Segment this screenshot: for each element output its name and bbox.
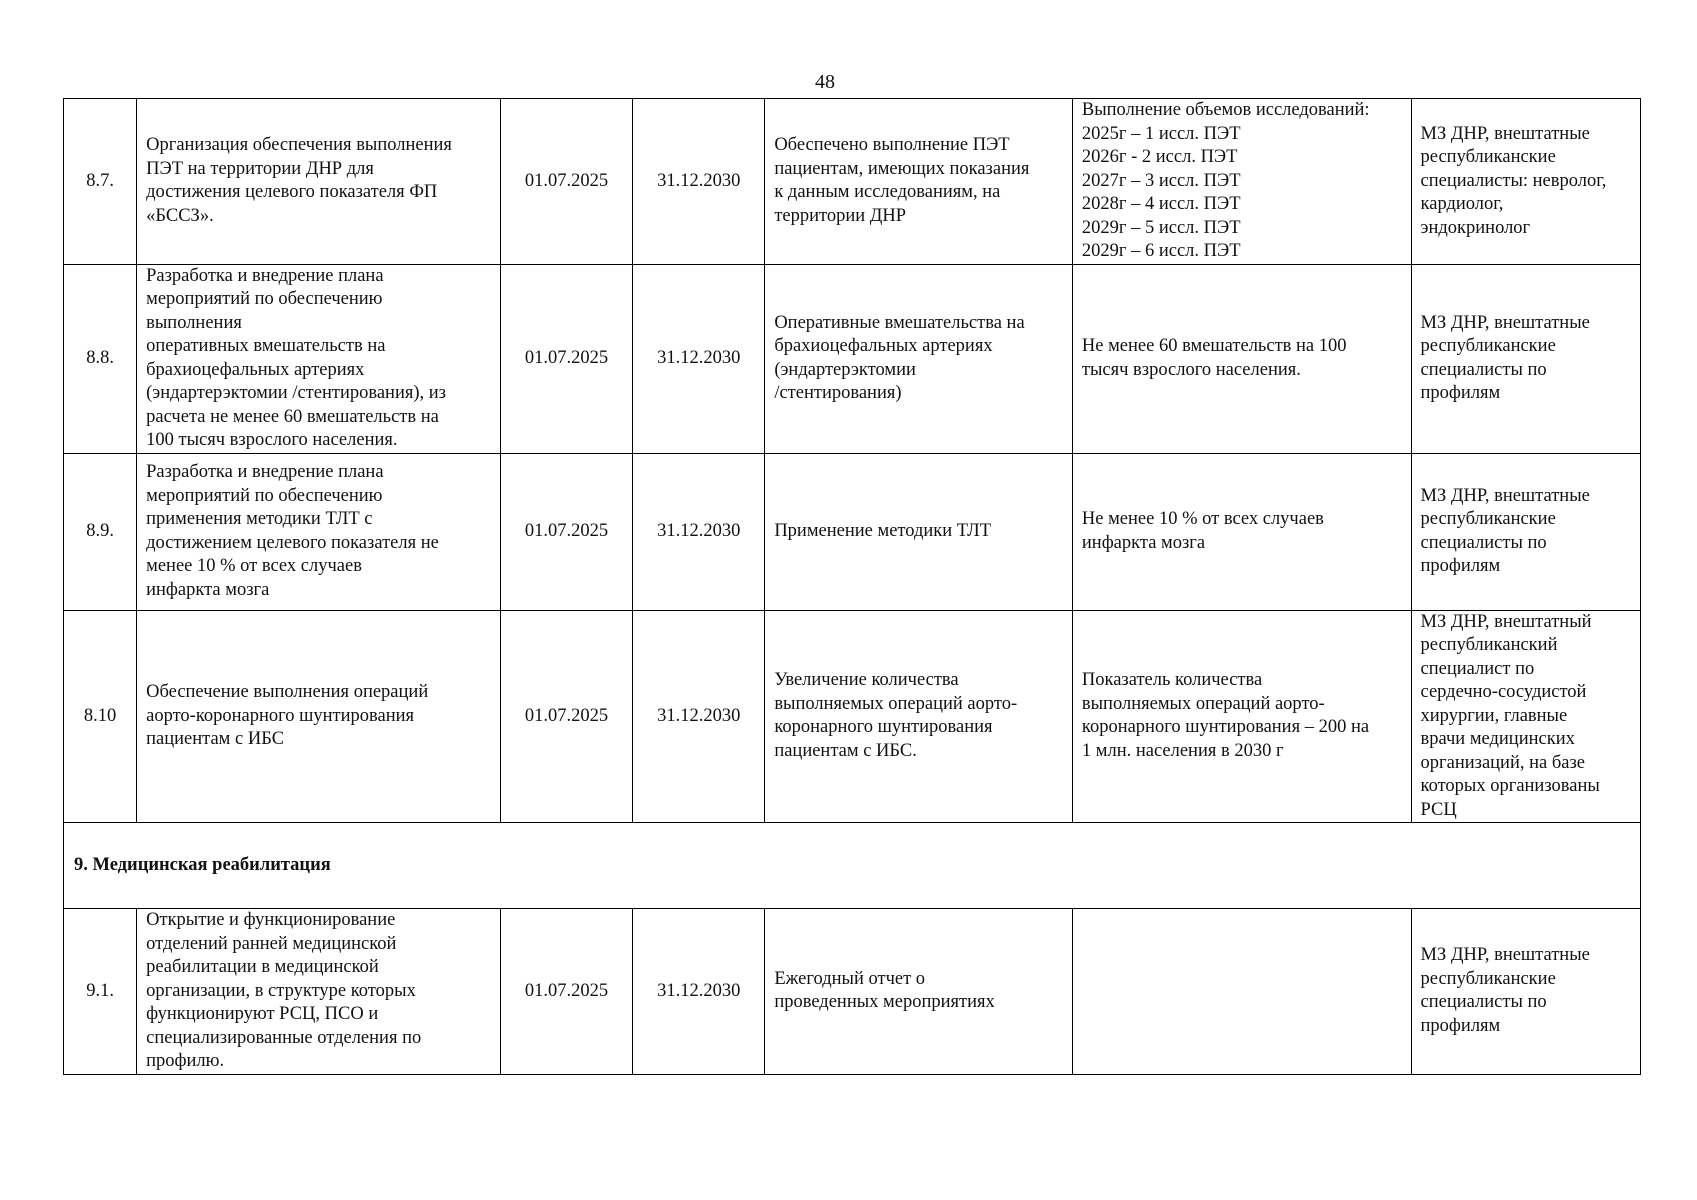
activity-cell-line: реабилитации в медицинской [146,957,379,977]
activity-cell-line: (эндартерэктомии /стентирования), из [146,383,446,403]
responsible-cell [1411,610,1640,823]
activity-cell-line: аорто-коронарного шунтирования [146,705,415,726]
responsible-cell-line: хирургии, главные [1420,705,1568,726]
indicator-cell-line: Показатель количества [1081,670,1263,691]
indicator-cell-line: выполняемых операций аорто- [1081,693,1325,714]
result-cell-line: Увеличение количества [774,670,959,691]
responsible-cell-line: МЗ ДНР, внештатный [1420,611,1592,632]
responsible-cell-line: сердечно-сосудистой [1420,682,1587,702]
table-row [64,909,1641,1075]
activity-cell [137,610,501,823]
indicator-cell-line: тысяч взрослого населения. [1081,359,1301,380]
responsible-cell-line: РСЦ [1420,799,1457,820]
end-date: 31.12.2030 [633,909,765,1075]
result-cell-line: брахиоцефальных артериях [774,336,993,356]
indicator-cell-line: 2028г – 4 иссл. ПЭТ [1081,194,1241,214]
item-number: 8.10 [64,610,137,823]
indicator-cell-line: 2026г - 2 иссл. ПЭТ [1081,147,1238,167]
responsible-cell-line: врачи медицинских [1420,729,1575,749]
section-title: 9. Медицинская реабилитация [64,823,1641,909]
start-date: 01.07.2025 [500,99,632,265]
activity-cell-line: организации, в структуре которых [146,980,416,1001]
activity-cell-line: мероприятий по обеспечению [146,485,383,506]
result-cell [765,99,1073,265]
activity-cell-line: функционируют РСЦ, ПСО и [146,1004,379,1024]
activity-cell-line: Разработка и внедрение плана [146,265,384,286]
responsible-cell-line: профилям [1420,1015,1501,1036]
activity-cell [137,453,501,610]
indicator-cell [1072,264,1411,453]
activity-cell [137,909,501,1075]
result-cell-line: пациентам с ИБС. [774,740,917,761]
activity-cell-line: мероприятий по обеспечению [146,289,383,309]
action-plan-table [63,98,1641,1075]
responsible-cell-line: специалист по [1420,658,1535,679]
indicator-cell [1072,99,1411,265]
activity-cell-line: Организация обеспечения выполнения [146,135,452,156]
result-cell-line: Применение методики ТЛТ [774,520,992,541]
activity-cell-line: расчета не менее 60 вмешательств на [146,406,439,427]
result-cell [765,264,1073,453]
result-cell-line: к данным исследованиям, на [774,182,1001,203]
activity-cell-line: достижением целевого показателя не [146,532,439,553]
indicator-cell-line: Не менее 10 % от всех случаев [1081,509,1324,529]
result-cell-line: Оперативные вмешательства на [774,312,1025,333]
activity-cell-line: применения методики ТЛТ с [146,509,373,529]
responsible-cell-line: МЗ ДНР, внештатные [1420,945,1590,966]
result-cell [765,909,1073,1075]
responsible-cell-line: организаций, на базе [1420,752,1585,773]
responsible-cell-line: которых организованы [1420,776,1600,796]
result-cell-line: выполняемых операций аорто- [774,693,1018,714]
responsible-cell [1411,909,1640,1075]
indicator-cell-line: коронарного шунтирования – 200 на [1081,717,1370,738]
indicator-cell [1072,453,1411,610]
table-row [64,610,1641,823]
table-row [64,453,1641,610]
item-number: 8.8. [64,264,137,453]
responsible-cell-line: МЗ ДНР, внештатные [1420,123,1590,144]
activity-cell-line: оперативных вмешательств на [146,336,386,356]
activity-cell-line: Обеспечение выполнения операций [146,682,429,702]
activity-cell-line: пациентам с ИБС [146,729,285,749]
section-header-row [64,823,1641,909]
responsible-cell [1411,453,1640,610]
start-date: 01.07.2025 [500,453,632,610]
activity-cell [137,99,501,265]
activity-cell-line: выполнения [146,312,242,333]
start-date: 01.07.2025 [500,610,632,823]
activity-cell-line: специализированные отделения по [146,1027,422,1048]
indicator-cell-line: 2029г – 6 иссл. ПЭТ [1081,241,1241,261]
start-date: 01.07.2025 [500,264,632,453]
result-cell-line: территории ДНР [774,205,907,226]
table-row [64,99,1641,265]
indicator-cell-line: 2025г – 1 иссл. ПЭТ [1081,123,1241,144]
activity-cell-line: ПЭТ на территории ДНР для [146,158,374,179]
responsible-cell-line: кардиолог, [1420,194,1504,214]
indicator-cell [1072,909,1411,1075]
result-cell-line: /стентирования) [774,383,902,403]
indicator-cell-line: Не менее 60 вмешательств на 100 [1081,336,1347,356]
end-date: 31.12.2030 [633,99,765,265]
responsible-cell-line: республиканские [1420,147,1556,167]
activity-cell-line: отделений ранней медицинской [146,933,397,954]
responsible-cell-line: профилям [1420,383,1501,403]
indicator-cell-line: 2027г – 3 иссл. ПЭТ [1081,170,1241,191]
responsible-cell [1411,99,1640,265]
indicator-cell-line: 1 млн. населения в 2030 г [1081,740,1284,761]
activity-cell-line: достижения целевого показателя ФП [146,182,438,203]
activity-cell-line: профилю. [146,1051,225,1071]
result-cell [765,610,1073,823]
responsible-cell-line: республиканский [1420,635,1558,655]
indicator-cell-line: инфаркта мозга [1081,532,1206,553]
item-number: 9.1. [64,909,137,1075]
end-date: 31.12.2030 [633,453,765,610]
activity-cell-line: Разработка и внедрение плана [146,462,384,482]
responsible-cell-line: республиканские [1420,968,1556,989]
activity-cell-line: инфаркта мозга [146,579,270,600]
end-date: 31.12.2030 [633,610,765,823]
responsible-cell-line: МЗ ДНР, внештатные [1420,485,1590,506]
result-cell-line: пациентам, имеющих показания [774,158,1030,179]
responsible-cell-line: специалисты по [1420,532,1547,553]
responsible-cell-line: эндокринолог [1420,217,1531,238]
page-number: 48 [815,71,835,93]
activity-cell-line: менее 10 % от всех случаев [146,556,362,576]
activity-cell [137,264,501,453]
result-cell [765,453,1073,610]
indicator-cell [1072,610,1411,823]
responsible-cell-line: республиканские [1420,509,1556,529]
responsible-cell-line: профилям [1420,556,1501,576]
activity-cell-line: 100 тысяч взрослого населения. [146,430,398,450]
result-cell-line: проведенных мероприятиях [774,992,995,1013]
result-cell-line: Ежегодный отчет о [774,968,926,989]
start-date: 01.07.2025 [500,909,632,1075]
end-date: 31.12.2030 [633,264,765,453]
responsible-cell-line: специалисты по [1420,359,1547,380]
activity-cell-line: «БССЗ». [146,205,214,226]
responsible-cell-line: специалисты: невролог, [1420,170,1607,191]
indicator-cell-line: Выполнение объемов исследований: [1081,100,1370,120]
responsible-cell-line: МЗ ДНР, внештатные [1420,312,1590,333]
result-cell-line: коронарного шунтирования [774,717,993,738]
item-number: 8.7. [64,99,137,265]
responsible-cell-line: республиканские [1420,336,1556,356]
item-number: 8.9. [64,453,137,610]
result-cell-line: (эндартерэктомии [774,359,916,380]
indicator-cell-line: 2029г – 5 иссл. ПЭТ [1081,217,1241,238]
result-cell-line: Обеспечено выполнение ПЭТ [774,135,1010,156]
activity-cell-line: Открытие и функционирование [146,910,396,930]
responsible-cell [1411,264,1640,453]
table-row [64,264,1641,453]
activity-cell-line: брахиоцефальных артериях [146,359,365,380]
responsible-cell-line: специалисты по [1420,992,1547,1013]
